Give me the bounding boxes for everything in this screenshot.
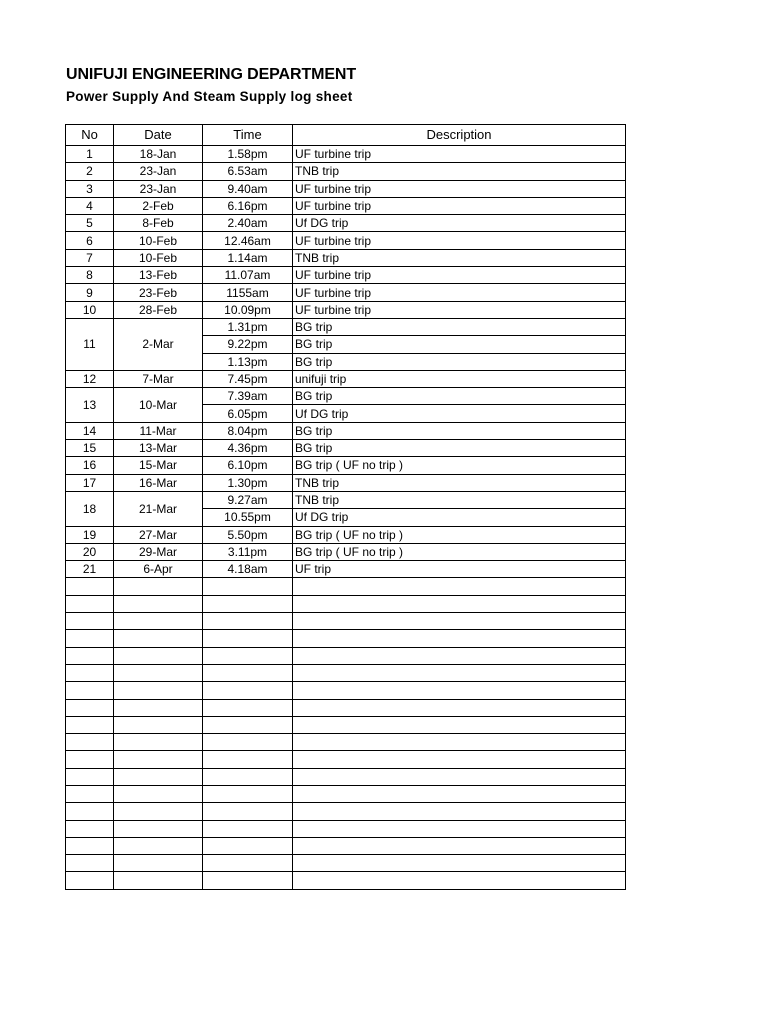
- blank-cell: [66, 734, 114, 751]
- table-row: [66, 318, 626, 335]
- cell-date: 13-Feb: [114, 267, 203, 284]
- document-subtitle: Power Supply And Steam Supply log sheet: [66, 89, 353, 104]
- blank-cell: [293, 872, 626, 889]
- table-row: [66, 146, 626, 163]
- cell-date: 6-Apr: [114, 561, 203, 578]
- cell-time: 6.53am: [203, 163, 293, 180]
- blank-cell: [114, 647, 203, 664]
- cell-time: 10.55pm: [203, 509, 293, 526]
- cell-date: 10-Mar: [114, 388, 203, 423]
- cell-no: 21: [66, 561, 114, 578]
- blank-cell: [114, 751, 203, 768]
- cell-description: BG trip: [293, 336, 626, 353]
- cell-no: 12: [66, 370, 114, 387]
- cell-time: 9.40am: [203, 180, 293, 197]
- cell-no: 4: [66, 197, 114, 214]
- cell-description: BG trip: [293, 422, 626, 439]
- blank-cell: [293, 785, 626, 802]
- document-title: UNIFUJI ENGINEERING DEPARTMENT: [66, 66, 357, 83]
- blank-row: [66, 578, 626, 595]
- cell-date: 16-Mar: [114, 474, 203, 491]
- blank-cell: [293, 664, 626, 681]
- cell-no: 10: [66, 301, 114, 318]
- blank-row: [66, 855, 626, 872]
- table-row: [66, 301, 626, 318]
- blank-cell: [66, 716, 114, 733]
- cell-time: 4.36pm: [203, 440, 293, 457]
- blank-cell: [203, 699, 293, 716]
- blank-row: [66, 751, 626, 768]
- blank-cell: [203, 716, 293, 733]
- cell-no: 9: [66, 284, 114, 301]
- cell-time: 5.50pm: [203, 526, 293, 543]
- table-row: [66, 543, 626, 560]
- cell-time: 9.22pm: [203, 336, 293, 353]
- cell-description: BG trip: [293, 388, 626, 405]
- blank-cell: [293, 751, 626, 768]
- cell-no: 5: [66, 215, 114, 232]
- blank-cell: [203, 751, 293, 768]
- cell-no: 1: [66, 146, 114, 163]
- blank-cell: [203, 595, 293, 612]
- cell-description: BG trip: [293, 318, 626, 335]
- blank-cell: [114, 578, 203, 595]
- blank-cell: [66, 751, 114, 768]
- blank-cell: [66, 699, 114, 716]
- blank-cell: [203, 803, 293, 820]
- table-row: [66, 457, 626, 474]
- cell-time: 6.16pm: [203, 197, 293, 214]
- column-header-description: Description: [293, 125, 626, 146]
- blank-row: [66, 803, 626, 820]
- cell-time: 2.40am: [203, 215, 293, 232]
- table-row: [66, 526, 626, 543]
- blank-cell: [114, 785, 203, 802]
- blank-row: [66, 699, 626, 716]
- blank-cell: [114, 595, 203, 612]
- cell-description: BG trip: [293, 440, 626, 457]
- cell-no: 17: [66, 474, 114, 491]
- cell-time: 9.27am: [203, 491, 293, 508]
- blank-cell: [293, 699, 626, 716]
- blank-cell: [66, 595, 114, 612]
- cell-time: 1.14am: [203, 249, 293, 266]
- cell-description: BG trip ( UF no trip ): [293, 457, 626, 474]
- blank-cell: [203, 682, 293, 699]
- blank-cell: [66, 855, 114, 872]
- blank-row: [66, 734, 626, 751]
- blank-cell: [66, 785, 114, 802]
- cell-time: 1155am: [203, 284, 293, 301]
- cell-date: 29-Mar: [114, 543, 203, 560]
- blank-row: [66, 768, 626, 785]
- table-row: [66, 215, 626, 232]
- log-table-body: [66, 146, 626, 890]
- blank-cell: [66, 820, 114, 837]
- cell-no: 2: [66, 163, 114, 180]
- blank-row: [66, 716, 626, 733]
- blank-cell: [66, 630, 114, 647]
- cell-time: 1.58pm: [203, 146, 293, 163]
- blank-cell: [203, 664, 293, 681]
- blank-cell: [293, 578, 626, 595]
- blank-cell: [293, 630, 626, 647]
- column-header-no: No: [66, 125, 114, 146]
- cell-date: 27-Mar: [114, 526, 203, 543]
- blank-cell: [66, 578, 114, 595]
- blank-cell: [203, 855, 293, 872]
- blank-cell: [66, 647, 114, 664]
- blank-cell: [203, 785, 293, 802]
- blank-cell: [114, 699, 203, 716]
- cell-time: 4.18am: [203, 561, 293, 578]
- cell-time: 1.13pm: [203, 353, 293, 370]
- cell-description: Uf DG trip: [293, 215, 626, 232]
- blank-cell: [114, 855, 203, 872]
- blank-cell: [114, 734, 203, 751]
- blank-row: [66, 613, 626, 630]
- cell-description: UF turbine trip: [293, 180, 626, 197]
- blank-row: [66, 630, 626, 647]
- table-row: [66, 440, 626, 457]
- blank-cell: [66, 837, 114, 854]
- blank-row: [66, 664, 626, 681]
- blank-cell: [114, 768, 203, 785]
- cell-date: 18-Jan: [114, 146, 203, 163]
- table-row: [66, 284, 626, 301]
- cell-no: 20: [66, 543, 114, 560]
- cell-date: 21-Mar: [114, 491, 203, 526]
- blank-row: [66, 785, 626, 802]
- cell-description: UF trip: [293, 561, 626, 578]
- table-row: [66, 249, 626, 266]
- cell-description: Uf DG trip: [293, 405, 626, 422]
- cell-no: 7: [66, 249, 114, 266]
- cell-no: 19: [66, 526, 114, 543]
- cell-time: 1.31pm: [203, 318, 293, 335]
- cell-no: 18: [66, 491, 114, 526]
- cell-time: 7.45pm: [203, 370, 293, 387]
- cell-no: 6: [66, 232, 114, 249]
- table-row: [66, 491, 626, 508]
- blank-cell: [114, 820, 203, 837]
- blank-row: [66, 595, 626, 612]
- cell-date: 28-Feb: [114, 301, 203, 318]
- blank-cell: [293, 716, 626, 733]
- cell-time: 7.39am: [203, 388, 293, 405]
- blank-cell: [203, 734, 293, 751]
- table-row: [66, 180, 626, 197]
- cell-no: 14: [66, 422, 114, 439]
- cell-date: 8-Feb: [114, 215, 203, 232]
- cell-date: 15-Mar: [114, 457, 203, 474]
- cell-time: 6.10pm: [203, 457, 293, 474]
- table-header-row: [66, 125, 626, 146]
- cell-time: 3.11pm: [203, 543, 293, 560]
- blank-row: [66, 682, 626, 699]
- blank-cell: [66, 682, 114, 699]
- blank-cell: [114, 716, 203, 733]
- cell-no: 11: [66, 318, 114, 370]
- cell-time: 10.09pm: [203, 301, 293, 318]
- cell-description: BG trip ( UF no trip ): [293, 526, 626, 543]
- cell-description: UF turbine trip: [293, 197, 626, 214]
- cell-description: UF turbine trip: [293, 284, 626, 301]
- cell-time: 11.07am: [203, 267, 293, 284]
- cell-date: 2-Feb: [114, 197, 203, 214]
- blank-cell: [293, 803, 626, 820]
- cell-date: 10-Feb: [114, 232, 203, 249]
- table-row: [66, 474, 626, 491]
- blank-cell: [203, 647, 293, 664]
- cell-date: 23-Feb: [114, 284, 203, 301]
- blank-row: [66, 837, 626, 854]
- table-row: [66, 388, 626, 405]
- cell-date: 23-Jan: [114, 163, 203, 180]
- blank-cell: [66, 768, 114, 785]
- blank-cell: [293, 734, 626, 751]
- blank-row: [66, 647, 626, 664]
- cell-time: 6.05pm: [203, 405, 293, 422]
- blank-cell: [114, 613, 203, 630]
- cell-description: UF turbine trip: [293, 232, 626, 249]
- cell-time: 1.30pm: [203, 474, 293, 491]
- blank-cell: [293, 855, 626, 872]
- blank-cell: [66, 803, 114, 820]
- blank-cell: [203, 872, 293, 889]
- blank-cell: [293, 837, 626, 854]
- cell-description: Uf DG trip: [293, 509, 626, 526]
- cell-no: 15: [66, 440, 114, 457]
- blank-cell: [203, 613, 293, 630]
- cell-description: UF turbine trip: [293, 301, 626, 318]
- table-row: [66, 197, 626, 214]
- cell-description: unifuji trip: [293, 370, 626, 387]
- table-row: [66, 370, 626, 387]
- blank-cell: [114, 803, 203, 820]
- cell-description: UF turbine trip: [293, 146, 626, 163]
- cell-date: 13-Mar: [114, 440, 203, 457]
- table-row: [66, 422, 626, 439]
- blank-cell: [114, 837, 203, 854]
- blank-row: [66, 820, 626, 837]
- cell-date: 10-Feb: [114, 249, 203, 266]
- blank-cell: [114, 872, 203, 889]
- table-row: [66, 561, 626, 578]
- cell-date: 23-Jan: [114, 180, 203, 197]
- cell-time: 8.04pm: [203, 422, 293, 439]
- blank-cell: [203, 837, 293, 854]
- blank-cell: [114, 630, 203, 647]
- blank-cell: [66, 664, 114, 681]
- blank-cell: [293, 595, 626, 612]
- blank-cell: [293, 613, 626, 630]
- blank-cell: [203, 768, 293, 785]
- blank-cell: [203, 630, 293, 647]
- cell-description: TNB trip: [293, 249, 626, 266]
- table-row: [66, 163, 626, 180]
- blank-cell: [293, 768, 626, 785]
- cell-date: 7-Mar: [114, 370, 203, 387]
- blank-cell: [293, 647, 626, 664]
- cell-date: 11-Mar: [114, 422, 203, 439]
- cell-description: TNB trip: [293, 491, 626, 508]
- blank-cell: [114, 664, 203, 681]
- table-row: [66, 232, 626, 249]
- cell-no: 16: [66, 457, 114, 474]
- cell-date: 2-Mar: [114, 318, 203, 370]
- blank-cell: [203, 820, 293, 837]
- log-table: [65, 124, 626, 890]
- cell-no: 3: [66, 180, 114, 197]
- cell-description: TNB trip: [293, 163, 626, 180]
- cell-description: UF turbine trip: [293, 267, 626, 284]
- cell-time: 12.46am: [203, 232, 293, 249]
- cell-description: BG trip ( UF no trip ): [293, 543, 626, 560]
- blank-cell: [66, 613, 114, 630]
- blank-cell: [114, 682, 203, 699]
- blank-cell: [293, 820, 626, 837]
- blank-cell: [66, 872, 114, 889]
- cell-description: TNB trip: [293, 474, 626, 491]
- column-header-date: Date: [114, 125, 203, 146]
- cell-description: BG trip: [293, 353, 626, 370]
- column-header-time: Time: [203, 125, 293, 146]
- table-row: [66, 267, 626, 284]
- cell-no: 8: [66, 267, 114, 284]
- blank-row: [66, 872, 626, 889]
- cell-no: 13: [66, 388, 114, 423]
- blank-cell: [203, 578, 293, 595]
- blank-cell: [293, 682, 626, 699]
